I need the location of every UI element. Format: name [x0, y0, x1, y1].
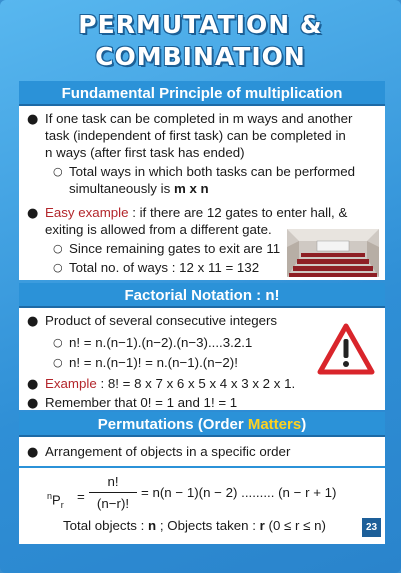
bullet-icon: ● [27, 396, 39, 411]
formula-p: P [52, 492, 61, 508]
remaining-gates: Since remaining gates to exit are 11 [69, 241, 281, 256]
note-range: (0 ≤ r ≤ n) [268, 518, 326, 533]
example-label: Example [45, 376, 97, 391]
formula-lhs [47, 488, 64, 514]
header-text-a: Permutations (Order [97, 416, 248, 433]
easy-example-text-1: : if there are 12 gates to enter hall, & [132, 205, 348, 220]
easy-example-label: Easy example [45, 205, 129, 220]
title-line-1: PERMUTATION & [78, 10, 323, 39]
principle-line-2: task (independent of first task) can be completed in [45, 128, 346, 143]
page-number: 23 [362, 518, 381, 537]
auditorium-image [287, 229, 379, 277]
fraction-bar [89, 492, 137, 493]
total-ways-line-2 [69, 180, 381, 197]
section-factorial [19, 283, 385, 410]
formula-sub-r: r [60, 499, 64, 510]
bullet-icon: ● [27, 377, 39, 392]
title-line-2: COMBINATION [95, 42, 306, 71]
easy-example-line-1 [45, 204, 380, 221]
principle-line-1: If one task can be completed in m ways and another [45, 111, 353, 126]
bullet-icon: ● [27, 314, 39, 329]
principle-text [45, 110, 380, 161]
sub-bullet-icon: ○ [53, 356, 63, 369]
sub-bullet-icon: ○ [53, 242, 63, 255]
easy-example-line-2: exiting is allowed from a different gate. [45, 222, 272, 237]
formula-eq: = [77, 489, 85, 504]
sub-bullet-icon: ○ [53, 261, 63, 274]
sub-bullet-icon: ○ [53, 336, 63, 349]
total-ways-line-1: Total ways in which both tasks can be performed [69, 164, 356, 179]
formula-note [63, 517, 326, 534]
factorial-example [45, 375, 295, 392]
total-ways-text [69, 163, 381, 197]
header-text-b: ) [301, 416, 307, 433]
example-text: : 8! = 8 x 7 x 6 x 5 x 4 x 3 x 2 x 1. [100, 376, 296, 391]
factorial-expansion: n! = n.(n−1).(n−2).(n−3)....3.2.1 [69, 335, 253, 350]
section-header-permutations [19, 412, 385, 437]
bullet-icon: ● [27, 112, 39, 127]
section-header-multiplication: Fundamental Principle of multiplication [19, 81, 385, 106]
note-r: r [259, 518, 265, 533]
factorial-remember: Remember that 0! = 1 and 1! = 1 [45, 395, 238, 410]
formula-numerator: n! [107, 474, 119, 489]
bullet-icon: ● [27, 445, 39, 460]
divider [19, 466, 385, 468]
section-permutations [19, 412, 385, 544]
formula-rhs: = n(n − 1)(n − 2) ......... (n − r + 1) [141, 485, 337, 500]
factorial-recursive: n! = n.(n−1)! = n.(n−1).(n−2)! [69, 355, 238, 370]
factorial-definition: Product of several consecutive integers [45, 313, 278, 328]
note-total-label: Total objects : [63, 518, 145, 533]
formula-denominator: (n−r)! [96, 496, 130, 511]
total-ways-result: Total no. of ways : 12 x 11 = 132 [69, 260, 260, 275]
total-ways-line-2-text: simultaneously is [69, 181, 171, 196]
section-multiplication [19, 81, 385, 280]
sub-bullet-icon: ○ [53, 165, 63, 178]
m-x-n-bold: m x n [173, 181, 209, 196]
principle-line-3: n ways (after first task has ended) [45, 145, 245, 160]
warning-icon [317, 323, 375, 375]
note-taken-label: ; Objects taken : [159, 518, 256, 533]
permutation-definition: Arrangement of objects in a specific order [45, 444, 291, 459]
header-highlight: Matters [247, 416, 302, 433]
section-header-factorial: Factorial Notation : n! [19, 283, 385, 308]
formula-sup-n: n [47, 491, 53, 501]
note-n: n [148, 518, 157, 533]
bullet-icon: ● [27, 206, 39, 221]
